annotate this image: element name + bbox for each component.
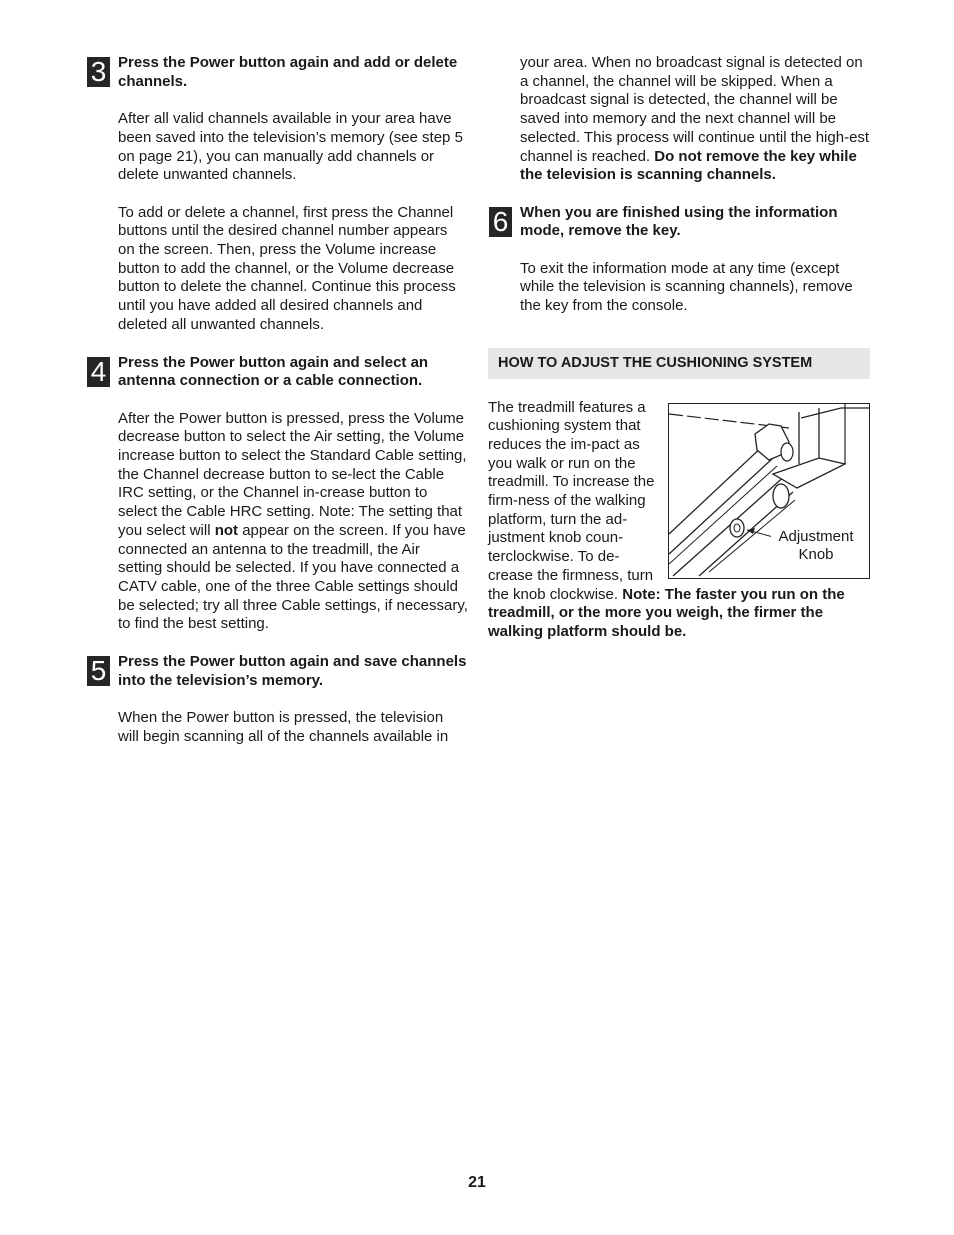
- cushioning-section: [488, 399, 870, 642]
- figure-label: [771, 528, 861, 565]
- step-5-continued: [488, 54, 870, 185]
- step-paragraph: To exit the information mode at any time (except while the television is scanning channels), remove the key from the console.: [520, 259, 853, 315]
- step-number-badge: 5: [87, 656, 110, 686]
- left-column: [86, 54, 468, 766]
- step-title: Press the Power button again and save channels into the television’s memory.: [118, 653, 467, 689]
- section-heading: HOW TO ADJUST THE CUSHIONING SYSTEM: [488, 348, 870, 379]
- step-title: When you are finished using the information mode, remove the key.: [520, 203, 838, 240]
- paragraph-text: your area. When no broadcast signal is detected on a channel, the channel will be skipped. When a broadcast signal is detected, the channel will be saved into memory and the next channel will be selected. This process will continue until the high-est channel is reached.: [520, 54, 870, 165]
- step-number-badge: 6: [489, 207, 512, 237]
- step-5: [86, 653, 468, 747]
- step-paragraph: After all valid channels available in your area have been saved into the television’s memory (see step 5 on page 21), you can manually add channels or delete unwanted channels.: [118, 110, 463, 184]
- figure-label-line: Knob: [798, 546, 834, 564]
- step-number-badge: 3: [87, 57, 110, 87]
- step-3: [86, 54, 468, 335]
- figure-label-line: Adjustment: [778, 527, 854, 545]
- step-4: [86, 354, 468, 635]
- step-title: Press the Power button again and select an antenna connection or a cable connection.: [118, 353, 429, 390]
- step-6: [488, 204, 870, 316]
- emphasis-text: not: [214, 521, 239, 539]
- paragraph-text: The treadmill features a cushioning system that reduces the im-pact as you walk or run on the treadmill. To increase the firm-ness of the walking platform, turn the ad-justment knob coun-terclockwise. To de-crease the firmness, turn the knob clockwise.: [488, 398, 655, 603]
- step-paragraph: When the Power button is pressed, the television will begin scanning all of the channels available in: [118, 709, 449, 745]
- treadmill-figure: [668, 403, 870, 579]
- step-number-badge: 4: [87, 357, 110, 387]
- step-paragraph: To add or delete a channel, first press the Channel buttons until the desired channel number appears on the screen. Then, press the Volume increase button to add the channel, or the Volume decrease button to delete the channel. Continue this process until you have added all desired channels and deleted all unwanted channels.: [118, 203, 456, 333]
- step-title: Press the Power button again and add or delete channels.: [118, 54, 458, 90]
- paragraph-text: After the Power button is pressed, press the Volume decrease button to select the Air setting, the Volume increase button to select the Standard Cable setting, the Channel decrease button to se-lect the Cable IRC setting, or the Channel in-crease button to select the Cable HRC setting. Note: The setting that you select will: [118, 409, 467, 539]
- page-number: 21: [468, 1174, 486, 1191]
- warning-text: Do not remove the key while the television is scanning channels.: [520, 147, 857, 184]
- paragraph-text: appear on the screen. If you have connected an antenna to the treadmill, the Air setting should be selected. If you have connected a CATV cable, one of the three Cable settings should be selected; try all three Cable settings, if necessary, to find the best setting.: [118, 521, 468, 633]
- note-text: Note: The faster you run on the treadmill, or the more you weigh, the firmer the walking platform should be.: [488, 585, 845, 640]
- right-column: [488, 54, 870, 660]
- step-paragraph: [118, 410, 468, 634]
